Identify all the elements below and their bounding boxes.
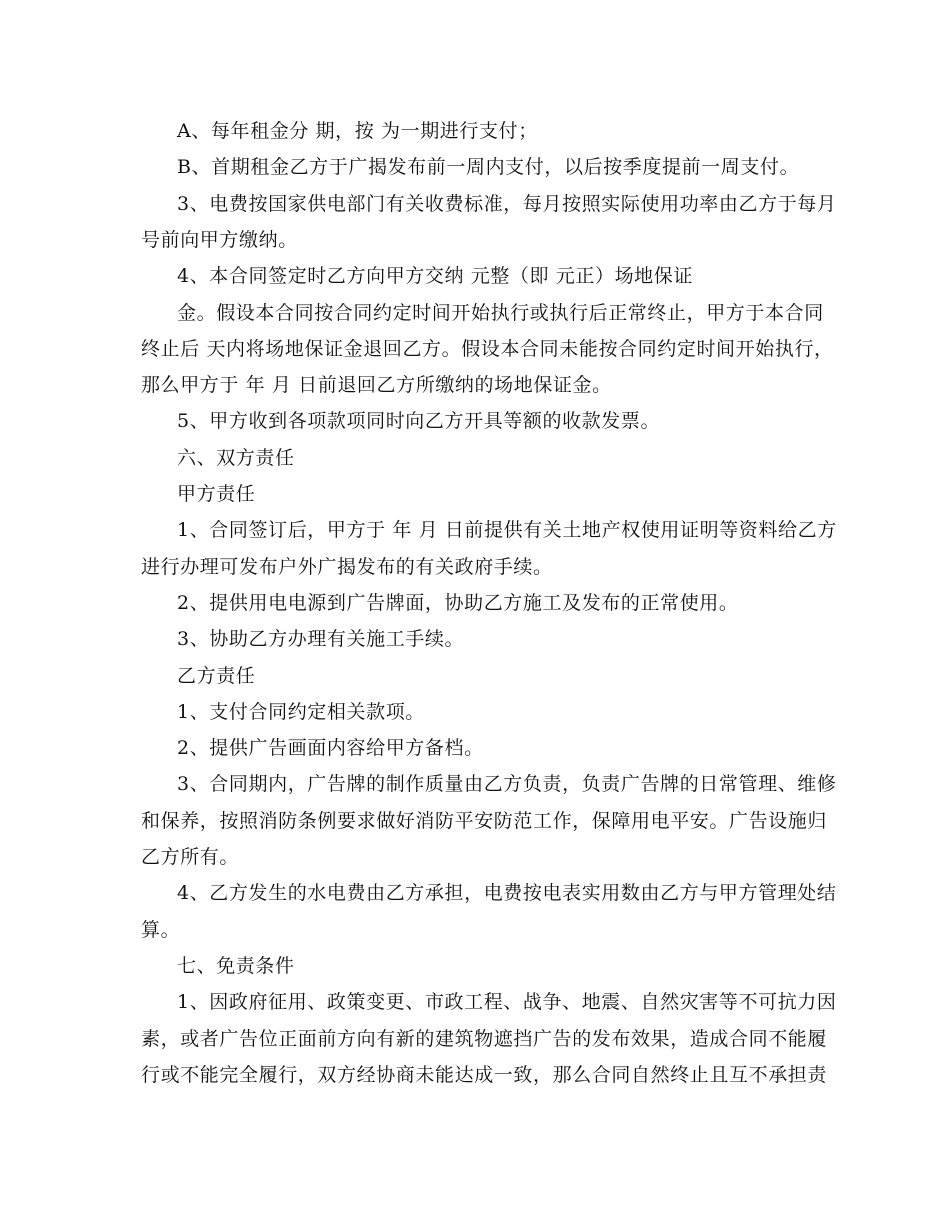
text-line: 3、协助乙方办理有关施工手续。 <box>177 628 465 651</box>
text-line: 金。假设本合同按合同约定时间开始执行或执行后正常终止，甲方于本合同 <box>177 301 824 324</box>
text-line: 5、甲方收到各项款项同时向乙方开具等额的收款发票。 <box>177 410 661 433</box>
text-line: 进行办理可发布户外广揭发布的有关政府手续。 <box>141 555 553 578</box>
text-line: 1、因政府征用、政策变更、市政工程、战争、地震、自然灾害等不可抗力因 <box>177 991 837 1014</box>
text-line: 七、免责条件 <box>177 954 295 977</box>
text-line: 1、合同签订后，甲方于 年 月 日前提供有关土地产权使用证明等资料给乙方 <box>177 519 837 542</box>
text-line: 乙方责任 <box>177 664 256 687</box>
text-line: 2、提供广告画面内容给甲方备档。 <box>177 737 484 760</box>
text-line: 行或不能完全履行，双方经协商未能达成一致，那么合同自然终止且互不承担责 <box>141 1063 828 1086</box>
text-line: 那么甲方于 年 月 日前退回乙方所缴纳的场地保证金。 <box>141 374 612 397</box>
text-line: 素，或者广告位正面前方向有新的建筑物遮挡广告的发布效果，造成合同不能履 <box>141 1027 828 1050</box>
text-line: 算。 <box>141 918 181 941</box>
text-line: 乙方所有。 <box>141 846 240 868</box>
text-line: 4、本合同签定时乙方向甲方交纳 元整（即 元正）场地保证 <box>177 265 693 288</box>
text-line: 2、提供用电电源到广告牌面，协助乙方施工及发布的正常使用。 <box>177 591 739 614</box>
text-line: 六、双方责任 <box>177 446 295 469</box>
text-line: 3、合同期内，广告牌的制作质量由乙方负责，负责广告牌的日常管理、维修 <box>177 773 837 796</box>
text-line: 1、支付合同约定相关款项。 <box>177 700 425 723</box>
text-line: 终止后 天内将场地保证金退回乙方。假设本合同未能按合同约定时间开始执行， <box>141 337 834 360</box>
text-line: A、每年租金分 期，按 为一期进行支付； <box>177 120 538 142</box>
text-line: B、首期租金乙方于广揭发布前一周内支付，以后按季度提前一周支付。 <box>177 156 800 179</box>
text-line: 和保养，按照消防条例要求做好消防平安防范工作，保障用电平安。广告设施归 <box>141 809 828 832</box>
text-line: 号前向甲方缴纳。 <box>141 228 298 251</box>
text-line: 甲方责任 <box>177 483 256 505</box>
text-line: 3、电费按国家供电部门有关收费标准，每月按照实际使用功率由乙方于每月 <box>177 192 837 215</box>
text-line: 4、乙方发生的水电费由乙方承担，电费按电表实用数由乙方与甲方管理处结 <box>177 882 837 905</box>
